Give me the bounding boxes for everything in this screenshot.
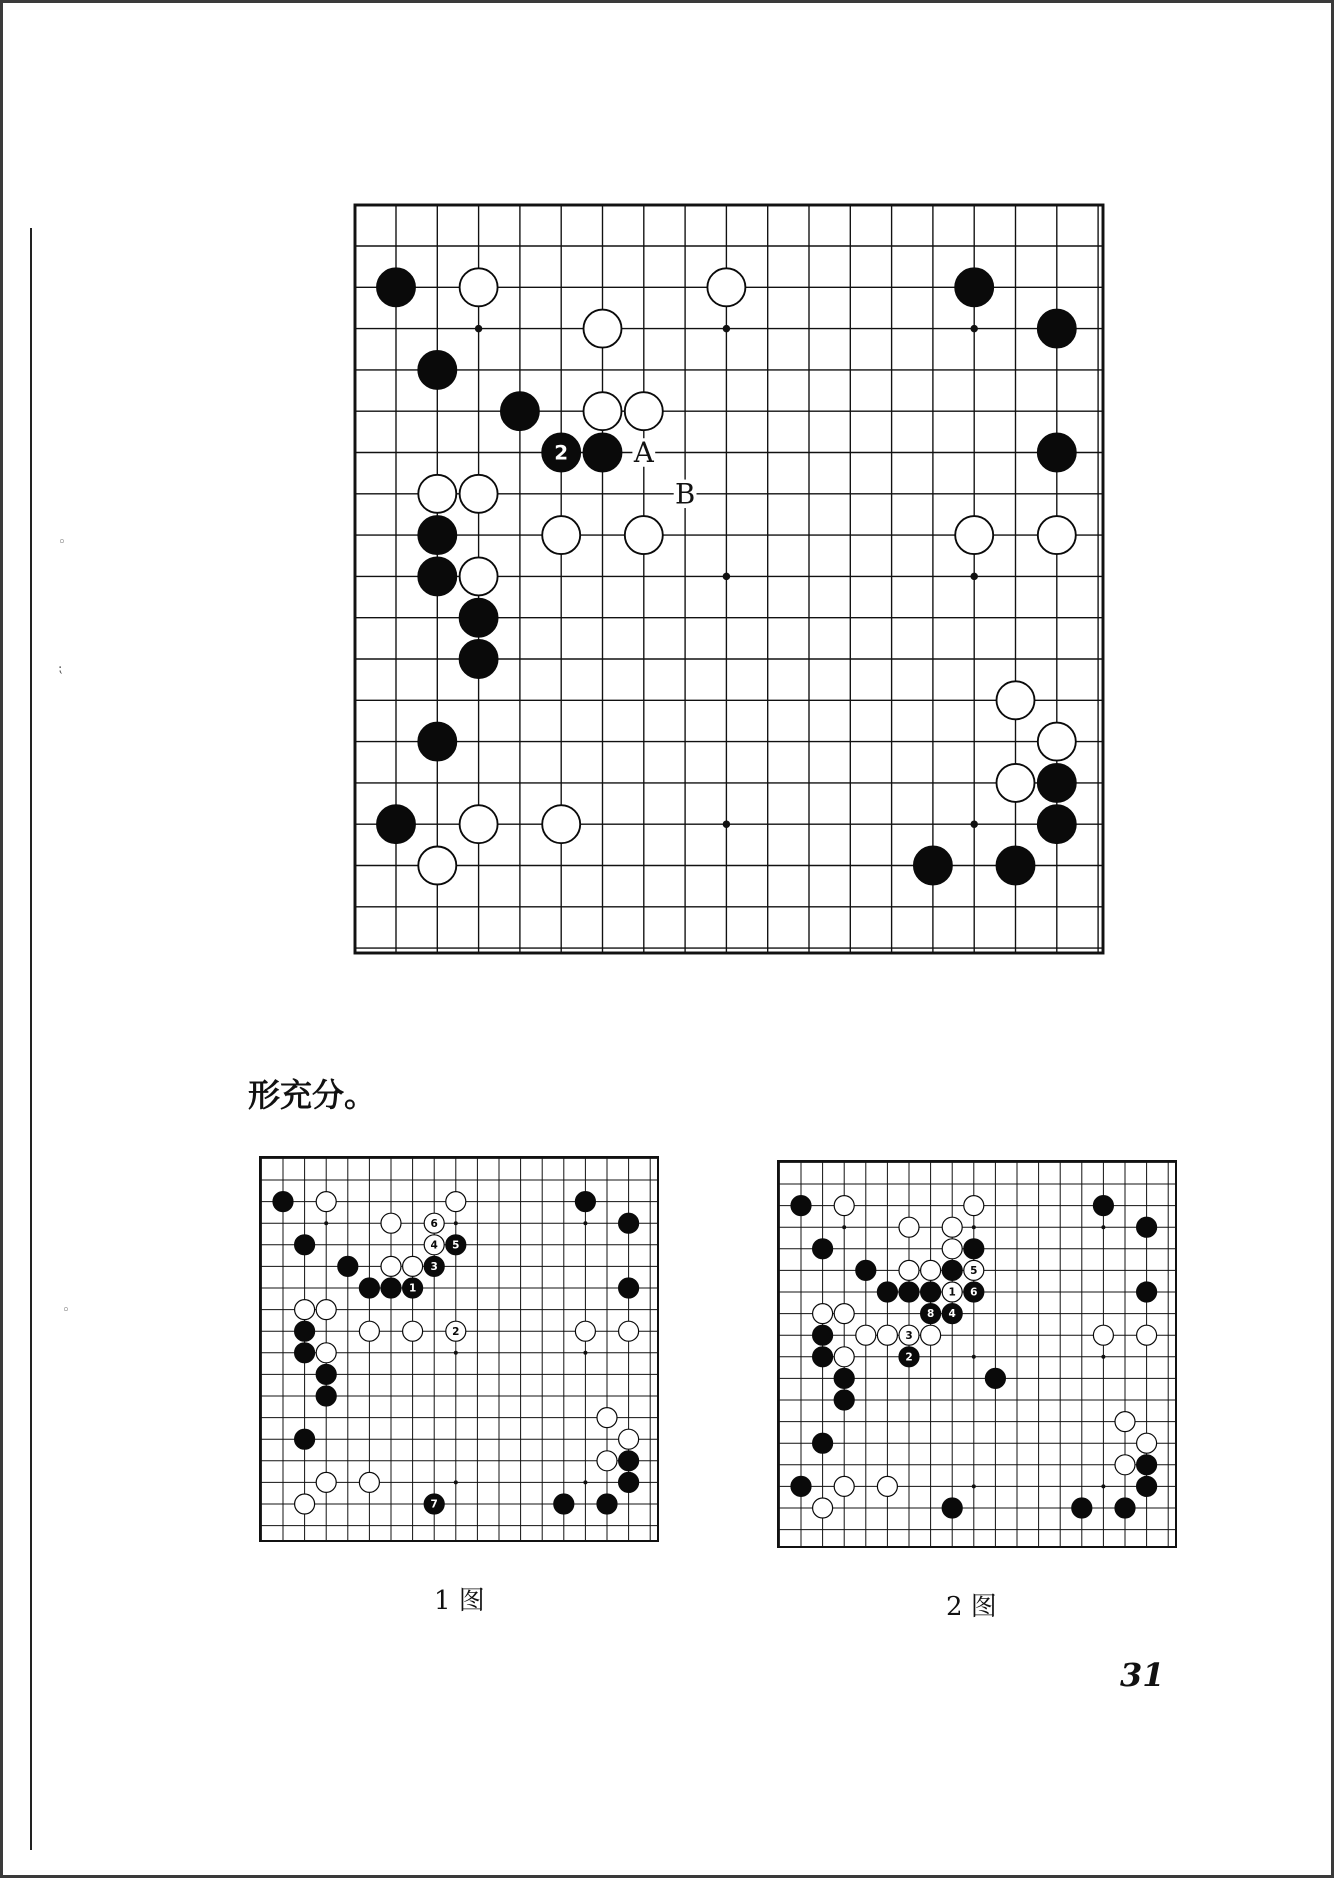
black-stone [554,1494,574,1514]
white-stone [942,1282,962,1302]
star-point [1101,1355,1105,1359]
white-stone [460,268,498,306]
black-stone [542,434,580,472]
move-number: 2 [452,1325,460,1338]
black-stone [446,1235,466,1255]
black-stone [899,1347,919,1367]
white-stone [921,1325,941,1345]
diagram-2-label: 2 图 [946,1592,997,1622]
black-stone [813,1239,833,1259]
black-stone [584,434,622,472]
white-stone [575,1321,595,1341]
black-stone [295,1235,315,1255]
white-stone [381,1256,401,1276]
white-stone [707,268,745,306]
black-stone [985,1368,1005,1388]
white-stone [877,1325,897,1345]
diagram-1-board [259,1156,659,1542]
black-stone [424,1256,444,1276]
black-stone [997,847,1035,885]
black-stone [955,268,993,306]
black-stone [1137,1217,1157,1237]
scan-speck: ◦ [58,535,66,550]
white-stone [964,1196,984,1216]
white-stone [899,1325,919,1345]
black-stone [914,847,952,885]
white-stone [460,805,498,843]
black-stone [791,1476,811,1496]
svg-text:A: A [633,437,654,469]
white-stone [295,1494,315,1514]
white-stone [316,1472,336,1492]
black-stone [877,1282,897,1302]
black-stone [834,1368,854,1388]
star-point [970,573,978,581]
black-stone [501,392,539,430]
star-point [583,1480,587,1484]
white-stone [584,310,622,348]
black-stone [377,268,415,306]
white-stone [418,475,456,513]
black-stone [942,1498,962,1518]
white-stone [381,1213,401,1233]
black-stone [575,1192,595,1212]
black-stone [1038,764,1076,802]
star-point [324,1221,328,1225]
white-stone [899,1217,919,1237]
caption-text: 形充分。 [248,1076,377,1114]
white-stone [295,1300,315,1320]
white-stone [834,1304,854,1324]
move-number: 4 [430,1239,438,1252]
black-stone [1115,1498,1135,1518]
black-stone [460,599,498,637]
white-stone [1137,1433,1157,1453]
white-stone [1093,1325,1113,1345]
white-stone [1115,1455,1135,1475]
move-number: 8 [926,1308,935,1321]
white-stone [424,1235,444,1255]
move-number: 1 [408,1282,417,1295]
black-stone [942,1304,962,1324]
white-stone [424,1213,444,1233]
white-stone [359,1472,379,1492]
white-stone [316,1343,336,1363]
move-number: 1 [948,1286,956,1299]
black-stone [791,1196,811,1216]
black-stone [295,1321,315,1341]
white-stone [997,764,1035,802]
black-stone [359,1278,379,1298]
binding-line [30,228,32,1850]
white-stone [403,1256,423,1276]
black-stone [619,1278,639,1298]
white-stone [418,847,456,885]
black-stone [964,1239,984,1259]
white-stone [446,1192,466,1212]
white-stone [316,1300,336,1320]
star-point [583,1351,587,1355]
white-stone [625,516,663,554]
move-number: 6 [970,1286,978,1299]
white-stone [942,1217,962,1237]
main-go-board [354,204,1104,954]
black-stone [834,1390,854,1410]
black-stone [619,1472,639,1492]
star-point [454,1480,458,1484]
star-point [475,325,483,333]
black-stone [418,351,456,389]
black-stone [597,1494,617,1514]
diagram-1-label: 1 图 [434,1586,485,1616]
star-point [723,820,731,828]
white-stone [619,1321,639,1341]
move-number: 5 [970,1265,978,1277]
white-stone [542,516,580,554]
black-stone [942,1260,962,1280]
black-stone [1137,1455,1157,1475]
black-stone [813,1325,833,1345]
white-stone [597,1451,617,1471]
black-stone [381,1278,401,1298]
page-number: 31 [1120,1656,1165,1694]
black-stone [424,1494,444,1514]
white-stone [877,1476,897,1496]
black-stone [813,1433,833,1453]
white-stone [955,516,993,554]
black-stone [403,1278,423,1298]
point-label-A [632,437,655,469]
star-point [970,820,978,828]
white-stone [1137,1325,1157,1345]
black-stone [1137,1476,1157,1496]
black-stone [1038,310,1076,348]
move-number: 5 [452,1239,460,1252]
black-stone [316,1364,336,1384]
white-stone [964,1260,984,1280]
star-point [454,1351,458,1355]
white-stone [942,1239,962,1259]
white-stone [460,475,498,513]
white-stone [446,1321,466,1341]
white-stone [316,1192,336,1212]
black-stone [619,1213,639,1233]
star-point [723,573,731,581]
move-number: 4 [948,1308,956,1321]
black-stone [273,1192,293,1212]
black-stone [418,557,456,595]
white-stone [403,1321,423,1341]
scan-speck: ◦ [62,1303,70,1318]
black-stone [1038,805,1076,843]
white-stone [597,1408,617,1428]
move-number: 2 [554,440,569,465]
black-stone [964,1282,984,1302]
white-stone [584,392,622,430]
black-stone [377,805,415,843]
black-stone [921,1282,941,1302]
white-stone [921,1260,941,1280]
star-point [1101,1225,1105,1229]
black-stone [899,1282,919,1302]
black-stone [418,516,456,554]
move-number: 2 [905,1351,913,1364]
white-stone [625,392,663,430]
white-stone [1038,516,1076,554]
star-point [583,1221,587,1225]
white-stone [813,1304,833,1324]
white-stone [834,1347,854,1367]
move-number: 3 [430,1261,438,1273]
white-stone [460,557,498,595]
svg-text:B: B [674,478,696,511]
black-stone [295,1429,315,1449]
black-stone [619,1451,639,1471]
point-label-B [674,478,697,510]
star-point [970,325,978,333]
black-stone [338,1256,358,1276]
star-point [842,1225,846,1229]
star-point [723,325,731,333]
move-number: 6 [430,1217,438,1230]
white-stone [899,1260,919,1280]
white-stone [1115,1412,1135,1432]
black-stone [1072,1498,1092,1518]
white-stone [813,1498,833,1518]
white-stone [1038,723,1076,761]
star-point [454,1221,458,1225]
white-stone [542,805,580,843]
star-point [972,1484,976,1488]
diagram-2-board [777,1160,1177,1548]
black-stone [1137,1282,1157,1302]
black-stone [921,1304,941,1324]
white-stone [856,1325,876,1345]
black-stone [856,1260,876,1280]
white-stone [834,1196,854,1216]
black-stone [813,1347,833,1367]
white-stone [997,681,1035,719]
star-point [972,1355,976,1359]
black-stone [295,1343,315,1363]
white-stone [359,1321,379,1341]
white-stone [619,1429,639,1449]
move-number: 7 [430,1498,438,1511]
star-point [972,1225,976,1229]
star-point [1101,1484,1105,1488]
white-stone [834,1476,854,1496]
black-stone [1038,434,1076,472]
black-stone [418,723,456,761]
black-stone [460,640,498,678]
scan-speck: ⁏ [58,661,63,676]
black-stone [1093,1196,1113,1216]
move-number: 3 [905,1329,913,1342]
black-stone [316,1386,336,1406]
